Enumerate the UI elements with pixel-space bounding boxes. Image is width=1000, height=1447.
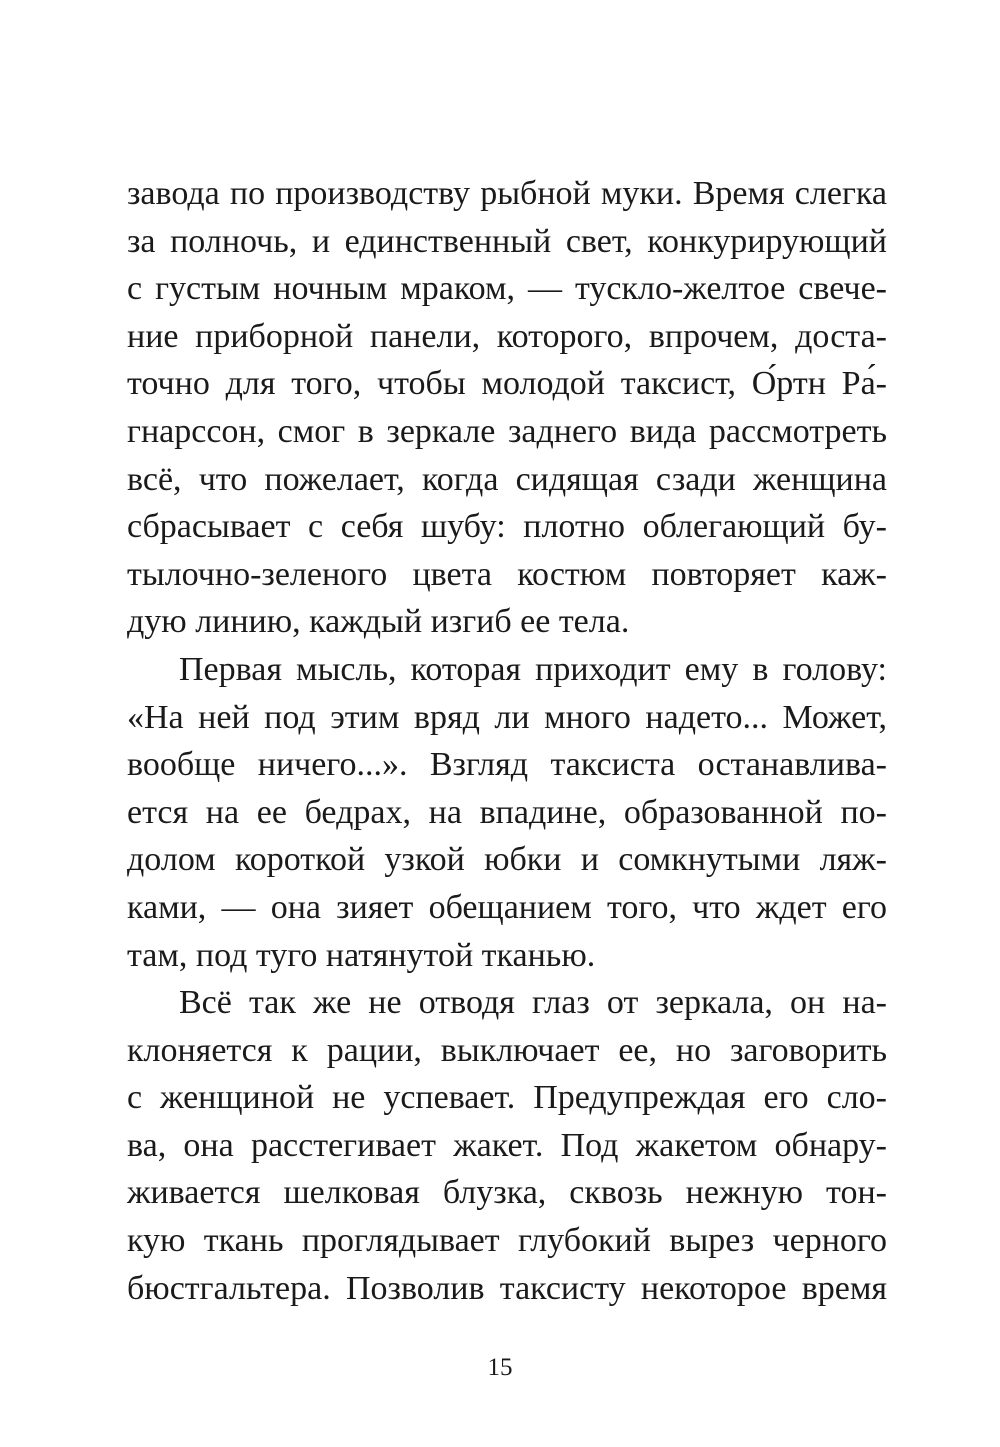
text-line: завода по производству рыбной муки. Время слегка [127,175,887,212]
text-line: «На ней под этим вряд ли много надето... Может, [127,698,887,736]
text-line: бюстгальтера. Позволив таксисту некоторое время [127,1269,887,1307]
page-number: 15 [487,1354,513,1381]
text-line: Первая мысль, которая приходит ему в голову: [179,650,887,688]
text-line: гнарссон, смог в зеркале заднего вида рассмотреть [127,412,887,450]
text-line: клоняется к рации, выключает ее, но заговорить [127,1031,887,1069]
text-line: за полночь, и единственный свет, конкурирующий [127,222,887,260]
text-line: вообще ничего...». Взгляд таксиста останавлива- [127,746,887,784]
text-line: сбрасывает с себя шубу: плотно облегающий бу- [127,508,887,546]
text-line: точно для того, чтобы молодой таксист, О́ртн Ра́- [127,365,887,403]
text-line: кую ткань проглядывает глубокий вырез черного [127,1222,887,1260]
text-line: с женщиной не успевает. Предупреждая его сло- [127,1079,887,1117]
body-text [127,170,887,1312]
text-line: живается шелковая блузка, сквозь нежную тон- [127,1174,887,1212]
text-line: ва, она расстегивает жакет. Под жакетом обнару- [127,1126,887,1164]
text-line: с густым ночным мраком, — тускло-желтое свече- [127,270,887,308]
text-line: ние приборной панели, которого, впрочем, доста- [127,317,887,355]
text-line: ками, — она зияет обещанием того, что ждет его [127,888,887,926]
text-line: ется на ее бедрах, на впадине, образованной по- [127,793,887,831]
text-line: тылочно-зеленого цвета костюм повторяет каж- [127,555,887,593]
text-line: долом короткой узкой юбки и сомкнутыми ляж- [127,841,887,879]
text-line: дую линию, каждый изгиб ее тела. [127,603,630,641]
text-line: Всё так же не отводя глаз от зеркала, он на- [179,984,887,1022]
text-line: там, под туго натянутой тканью. [127,936,596,974]
text-line: всё, что пожелает, когда сидящая сзади женщина [127,460,887,498]
